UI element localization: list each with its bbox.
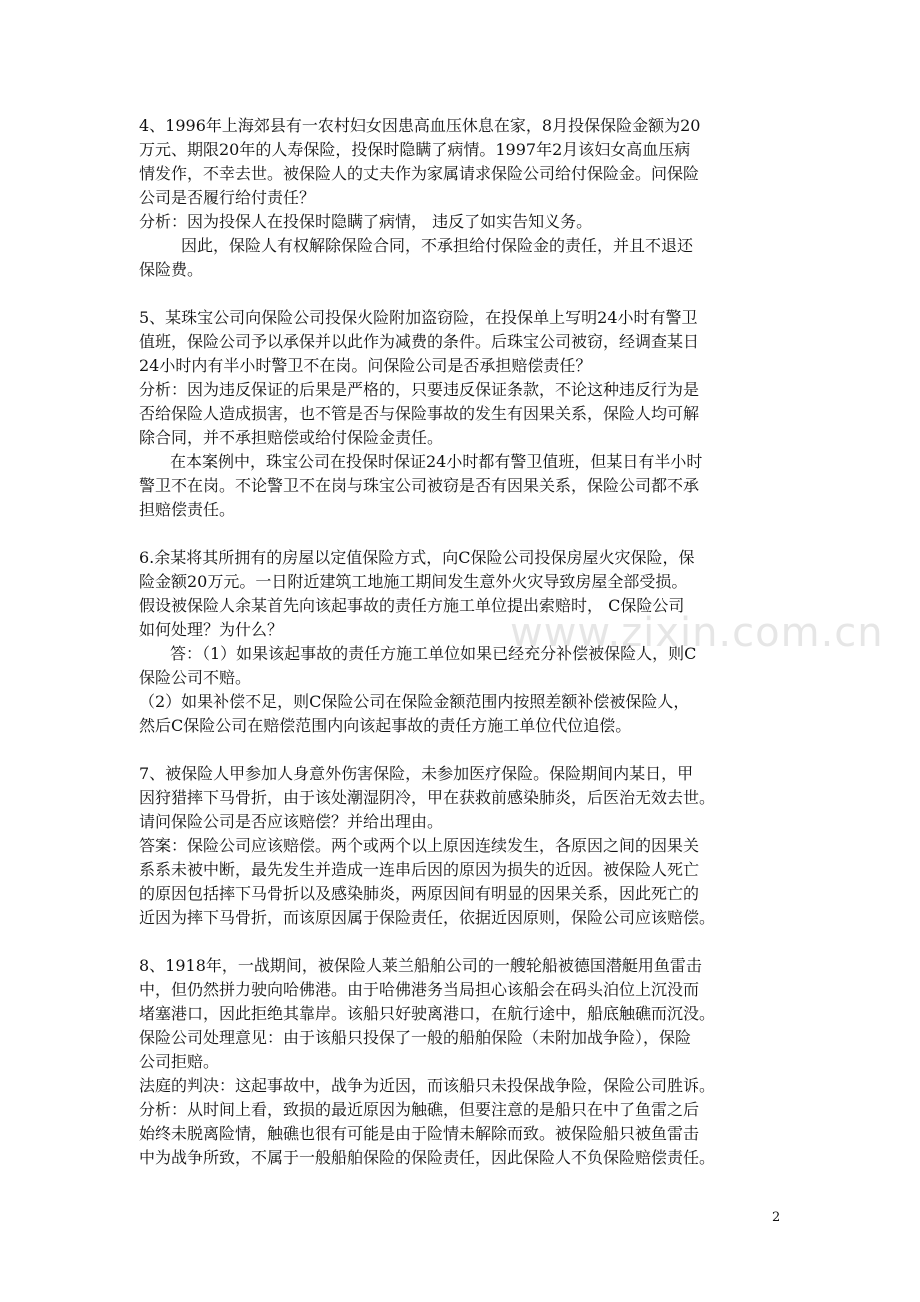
q8-line-1: 8、1918年，一战期间，被保险人莱兰船舶公司的一艘轮船被德国潜艇用鱼雷击 — [139, 956, 702, 975]
q4-analysis-line-3: 保险费。 — [139, 260, 204, 279]
watermark: www.zixin.com.cn — [510, 610, 884, 656]
q6-answer-line-1: 答：（1）如果该起事故的责任方施工单位如果已经充分补偿被保险人，则C — [170, 644, 697, 663]
q4-line-4: 公司是否履行给付责任？ — [139, 188, 316, 207]
page-number: 2 — [772, 1210, 781, 1225]
q4-line-1: 4、1996年上海郊县有一农村妇女因患高血压休息在家，8月投保保险金额为20 — [139, 116, 701, 135]
q7-answer-line-4: 近因为摔下马骨折，而该原因属于保险责任，依据近因原则，保险公司应该赔偿。 — [139, 908, 716, 927]
q6-line-2: 险金额20万元。一日附近建筑工地施工期间发生意外火灾导致房屋全部受损。 — [139, 572, 688, 591]
q8-insurer-line-1: 保险公司处理意见：由于该船只投保了一般的船舶保险（未附加战争险），保险 — [139, 1028, 692, 1047]
q8-line-2: 中，但仍然拼力驶向哈佛港。由于哈佛港务当局担心该船会在码头泊位上沉没而 — [139, 980, 700, 999]
q7-answer-line-3: 的原因包括摔下马骨折以及感染肺炎，两原因间有明显的因果关系，因此死亡的 — [139, 884, 700, 903]
q8-line-3: 堵塞港口，因此拒绝其靠岸。该船只好驶离港口，在航行途中，船底触礁而沉没。 — [139, 1004, 716, 1023]
q5-analysis-line-3: 除合同，并不承担赔偿或给付保险金责任。 — [139, 428, 444, 447]
q5-analysis-line-4: 在本案例中，珠宝公司在投保时保证24小时都有警卫值班，但某日有半小时 — [170, 452, 703, 471]
q7-answer-line-1: 答案：保险公司应该赔偿。两个或两个以上原因连续发生，各原因之间的因果关 — [139, 836, 700, 855]
q8-analysis-line-2: 始终未脱离险情，触礁也很有可能是由于险情未解除而致。被保险船只被鱼雷击 — [139, 1124, 700, 1143]
q6-answer-line-4: 然后C保险公司在赔偿范围内向该起事故的责任方施工单位代位追偿。 — [139, 716, 632, 735]
q5-analysis-line-6: 担赔偿责任。 — [139, 500, 236, 519]
q4-line-3: 情发作，不幸去世。被保险人的丈夫作为家属请求保险公司给付保险金。问保险 — [139, 164, 700, 183]
q5-line-3: 24小时内有半小时警卫不在岗。问保险公司是否承担赔偿责任？ — [139, 356, 592, 375]
q6-answer-line-2: 保险公司不赔。 — [139, 668, 252, 687]
q8-analysis-line-3: 中为战争所致，不属于一般船舶保险的保险责任，因此保险人不负保险赔偿责任。 — [139, 1148, 716, 1167]
q6-answer-line-3: （2）如果补偿不足，则C保险公司在保险金额范围内按照差额补偿被保险人， — [139, 692, 690, 711]
q7-answer-line-2: 系系未被中断，最先发生并造成一连串后因的原因为损失的近因。被保险人死亡 — [139, 860, 700, 879]
q4-line-2: 万元、期限20年的人寿保险，投保时隐瞒了病情。1997年2月该妇女高血压病 — [139, 140, 691, 159]
q7-line-3: 请问保险公司是否应该赔偿？并给出理由。 — [139, 812, 444, 831]
q8-insurer-line-2: 公司拒赔。 — [139, 1052, 220, 1071]
q6-line-4: 如何处理？为什么？ — [139, 620, 284, 639]
q4-analysis-line-2: 因此，保险人有权解除保险合同，不承担给付保险金的责任，并且不退还 — [181, 236, 694, 255]
q5-analysis-line-1: 分析：因为违反保证的后果是严格的，只要违反保证条款，不论这种违反行为是 — [139, 380, 700, 399]
q5-line-1: 5、某珠宝公司向保险公司投保火险附加盗窃险，在投保单上写明24小时有警卫 — [139, 308, 698, 327]
q5-line-2: 值班，保险公司予以承保并以此作为减费的条件。后珠宝公司被窃，经调查某日 — [139, 332, 700, 351]
q5-analysis-line-2: 否给保险人造成损害，也不管是否与保险事故的发生有因果关系，保险人均可解 — [139, 404, 700, 423]
q8-court-line: 法庭的判决：这起事故中，战争为近因，而该船只未投保战争险，保险公司胜诉。 — [139, 1076, 716, 1095]
q6-line-3: 假设被保险人余某首先向该起事故的责任方施工单位提出索赔时， C保险公司 — [139, 596, 685, 615]
q7-line-1: 7、被保险人甲参加人身意外伤害保险，未参加医疗保险。保险期间内某日，甲 — [139, 764, 694, 783]
q4-analysis-line-1: 分析：因为投保人在投保时隐瞒了病情， 违反了如实告知义务。 — [139, 212, 593, 231]
q5-analysis-line-5: 警卫不在岗。不论警卫不在岗与珠宝公司被窃是否有因果关系，保险公司都不承 — [139, 476, 700, 495]
q6-line-1: 6.余某将其所拥有的房屋以定值保险方式，向C保险公司投保房屋火灾保险，保 — [139, 548, 695, 567]
q7-line-2: 因狩猎摔下马骨折，由于该处潮湿阴冷，甲在获救前感染肺炎，后医治无效去世。 — [139, 788, 716, 807]
q8-analysis-line-1: 分析：从时间上看，致损的最近原因为触礁，但要注意的是船只在中了鱼雷之后 — [139, 1100, 700, 1119]
